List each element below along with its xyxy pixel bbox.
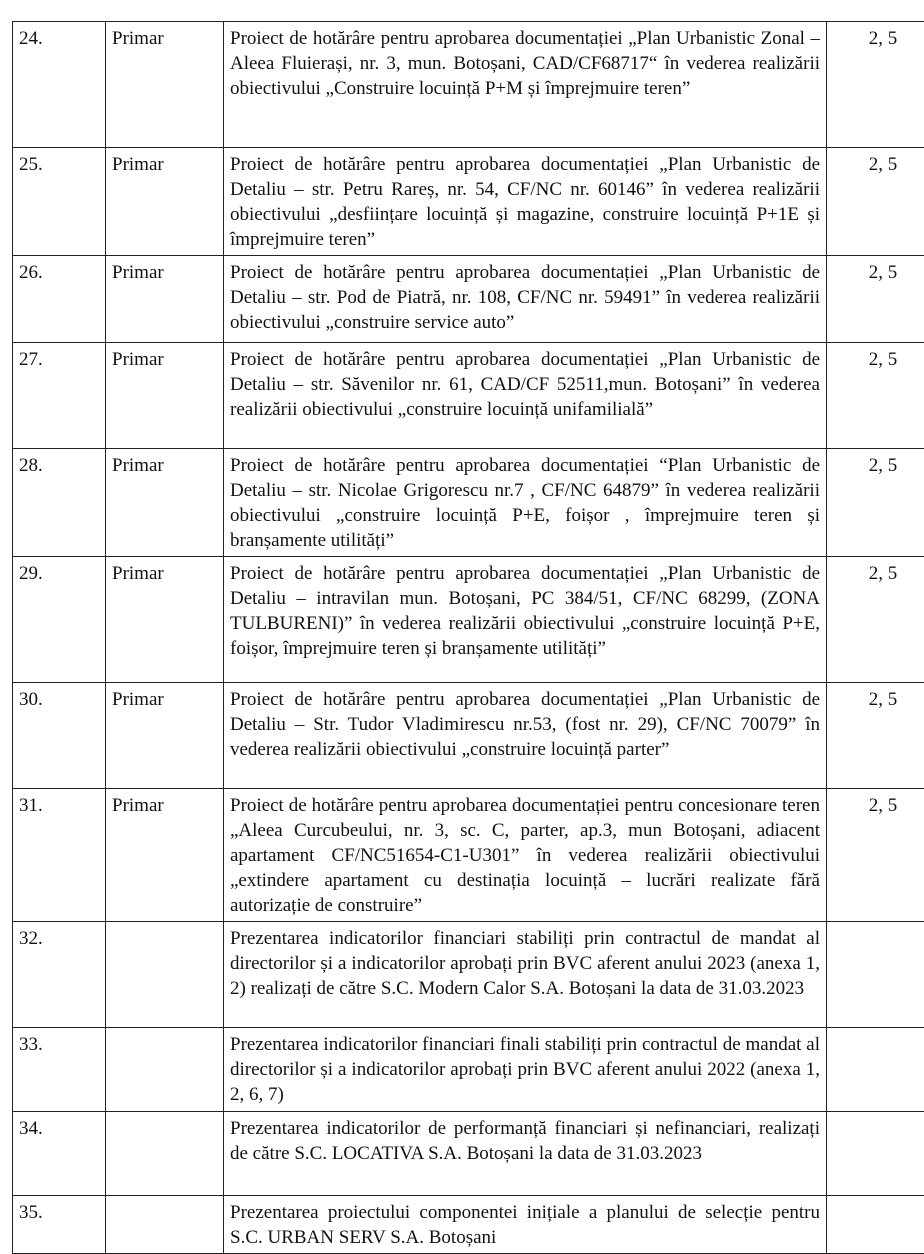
initiator: Primar — [106, 22, 224, 148]
table-row — [13, 148, 924, 256]
table-row — [13, 789, 924, 922]
table-row — [13, 557, 924, 683]
committees: 2, 5 — [827, 557, 924, 683]
table-row — [13, 22, 924, 148]
item-description: Proiect de hotărâre pentru aprobarea documentației „Plan Urbanistic de Detaliu – str. Pod de Piatră, nr. 108, CF/NC nr. 59491” în vederea realizării obiectivului „construire service auto” — [224, 256, 827, 343]
item-number: 32. — [13, 922, 106, 1028]
table-row — [13, 1196, 924, 1254]
item-description: Prezentarea indicatorilor de performanță financiari și nefinanciari, realizați de către S.C. LOCATIVA S.A. Botoșani la data de 31.03.2023 — [224, 1112, 827, 1196]
initiator: Primar — [106, 789, 224, 922]
initiator — [106, 1196, 224, 1254]
table-row — [13, 922, 924, 1028]
committees: 2, 5 — [827, 256, 924, 343]
initiator — [106, 1028, 224, 1112]
initiator: Primar — [106, 449, 224, 557]
item-description: Proiect de hotărâre pentru aprobarea documentației „Plan Urbanistic de Detaliu – Str. Tudor Vladimirescu nr.53, (fost nr. 29), CF/NC 70079” în vederea realizării obiectivului „construire locuință parter” — [224, 683, 827, 789]
item-number: 26. — [13, 256, 106, 343]
committees: 2, 5 — [827, 789, 924, 922]
item-description: Proiect de hotărâre pentru aprobarea documentației „Plan Urbanistic de Detaliu – str. Petru Rareș, nr. 54, CF/NC nr. 60146” în vederea realizării obiectivului „desființare locuință și magazine, construire locuință P+1E și împrejmuire teren” — [224, 148, 827, 256]
committees: 2, 5 — [827, 343, 924, 449]
item-number: 35. — [13, 1196, 106, 1254]
item-number: 28. — [13, 449, 106, 557]
item-number: 24. — [13, 22, 106, 148]
committees — [827, 1112, 924, 1196]
committees — [827, 922, 924, 1028]
item-description: Proiect de hotărâre pentru aprobarea documentației pentru concesionare teren „Aleea Curcubeului, nr. 3, sc. C, parter, ap.3, mun Botoșani, adiacent apartament CF/NC51654-C1-U301” în vederea realizării obiectivului „extindere apartament cu destinația locuință – lucrări realizate fără autorizație de construire” — [224, 789, 827, 922]
item-number: 34. — [13, 1112, 106, 1196]
committees — [827, 1196, 924, 1254]
item-number: 31. — [13, 789, 106, 922]
initiator — [106, 922, 224, 1028]
table-row — [13, 1028, 924, 1112]
item-number: 29. — [13, 557, 106, 683]
item-number: 25. — [13, 148, 106, 256]
committees: 2, 5 — [827, 449, 924, 557]
item-description: Proiect de hotărâre pentru aprobarea documentației „Plan Urbanistic de Detaliu – intravilan mun. Botoșani, PC 384/51, CF/NC 68299, (ZONA TULBURENI)” în vederea realizării obiectivului „construire locuință P+E, foișor, împrejmuire teren și branșamente utilități” — [224, 557, 827, 683]
agenda-page — [12, 21, 924, 1254]
item-number: 30. — [13, 683, 106, 789]
table-row — [13, 256, 924, 343]
table-row — [13, 683, 924, 789]
committees: 2, 5 — [827, 148, 924, 256]
item-description: Proiect de hotărâre pentru aprobarea documentației „Plan Urbanistic Zonal – Aleea Fluierași, nr. 3, mun. Botoșani, CAD/CF68717“ în vederea realizării obiectivului „Construire locuință P+M și împrejmuire teren” — [224, 22, 827, 148]
item-description: Prezentarea indicatorilor financiari stabiliți prin contractul de mandat al directorilor și a indicatorilor aprobați prin BVC aferent anului 2023 (anexa 1, 2) realizați de către S.C. Modern Calor S.A. Botoșani la data de 31.03.2023 — [224, 922, 827, 1028]
initiator: Primar — [106, 148, 224, 256]
agenda-table — [12, 21, 924, 1254]
committees: 2, 5 — [827, 683, 924, 789]
table-row — [13, 343, 924, 449]
initiator: Primar — [106, 683, 224, 789]
initiator: Primar — [106, 557, 224, 683]
item-description: Proiect de hotărâre pentru aprobarea documentației „Plan Urbanistic de Detaliu – str. Săvenilor nr. 61, CAD/CF 52511,mun. Botoșani” în vederea realizării obiectivului „construire locuință unifamilială” — [224, 343, 827, 449]
initiator — [106, 1112, 224, 1196]
table-row — [13, 449, 924, 557]
committees: 2, 5 — [827, 22, 924, 148]
item-description: Proiect de hotărâre pentru aprobarea documentației “Plan Urbanistic de Detaliu – str. Nicolae Grigorescu nr.7 , CF/NC 64879” în vederea realizării obiectivului „construire locuință P+E, foișor , împrejmuire teren și branșamente utilități” — [224, 449, 827, 557]
committees — [827, 1028, 924, 1112]
table-row — [13, 1112, 924, 1196]
item-number: 27. — [13, 343, 106, 449]
item-description: Prezentarea indicatorilor financiari finali stabiliți prin contractul de mandat al directorilor și a indicatorilor aprobați prin BVC aferent anului 2022 (anexa 1, 2, 6, 7) — [224, 1028, 827, 1112]
item-number: 33. — [13, 1028, 106, 1112]
initiator: Primar — [106, 256, 224, 343]
item-description: Prezentarea proiectului componentei inițiale a planului de selecție pentru S.C. URBAN SERV S.A. Botoșani — [224, 1196, 827, 1254]
initiator: Primar — [106, 343, 224, 449]
